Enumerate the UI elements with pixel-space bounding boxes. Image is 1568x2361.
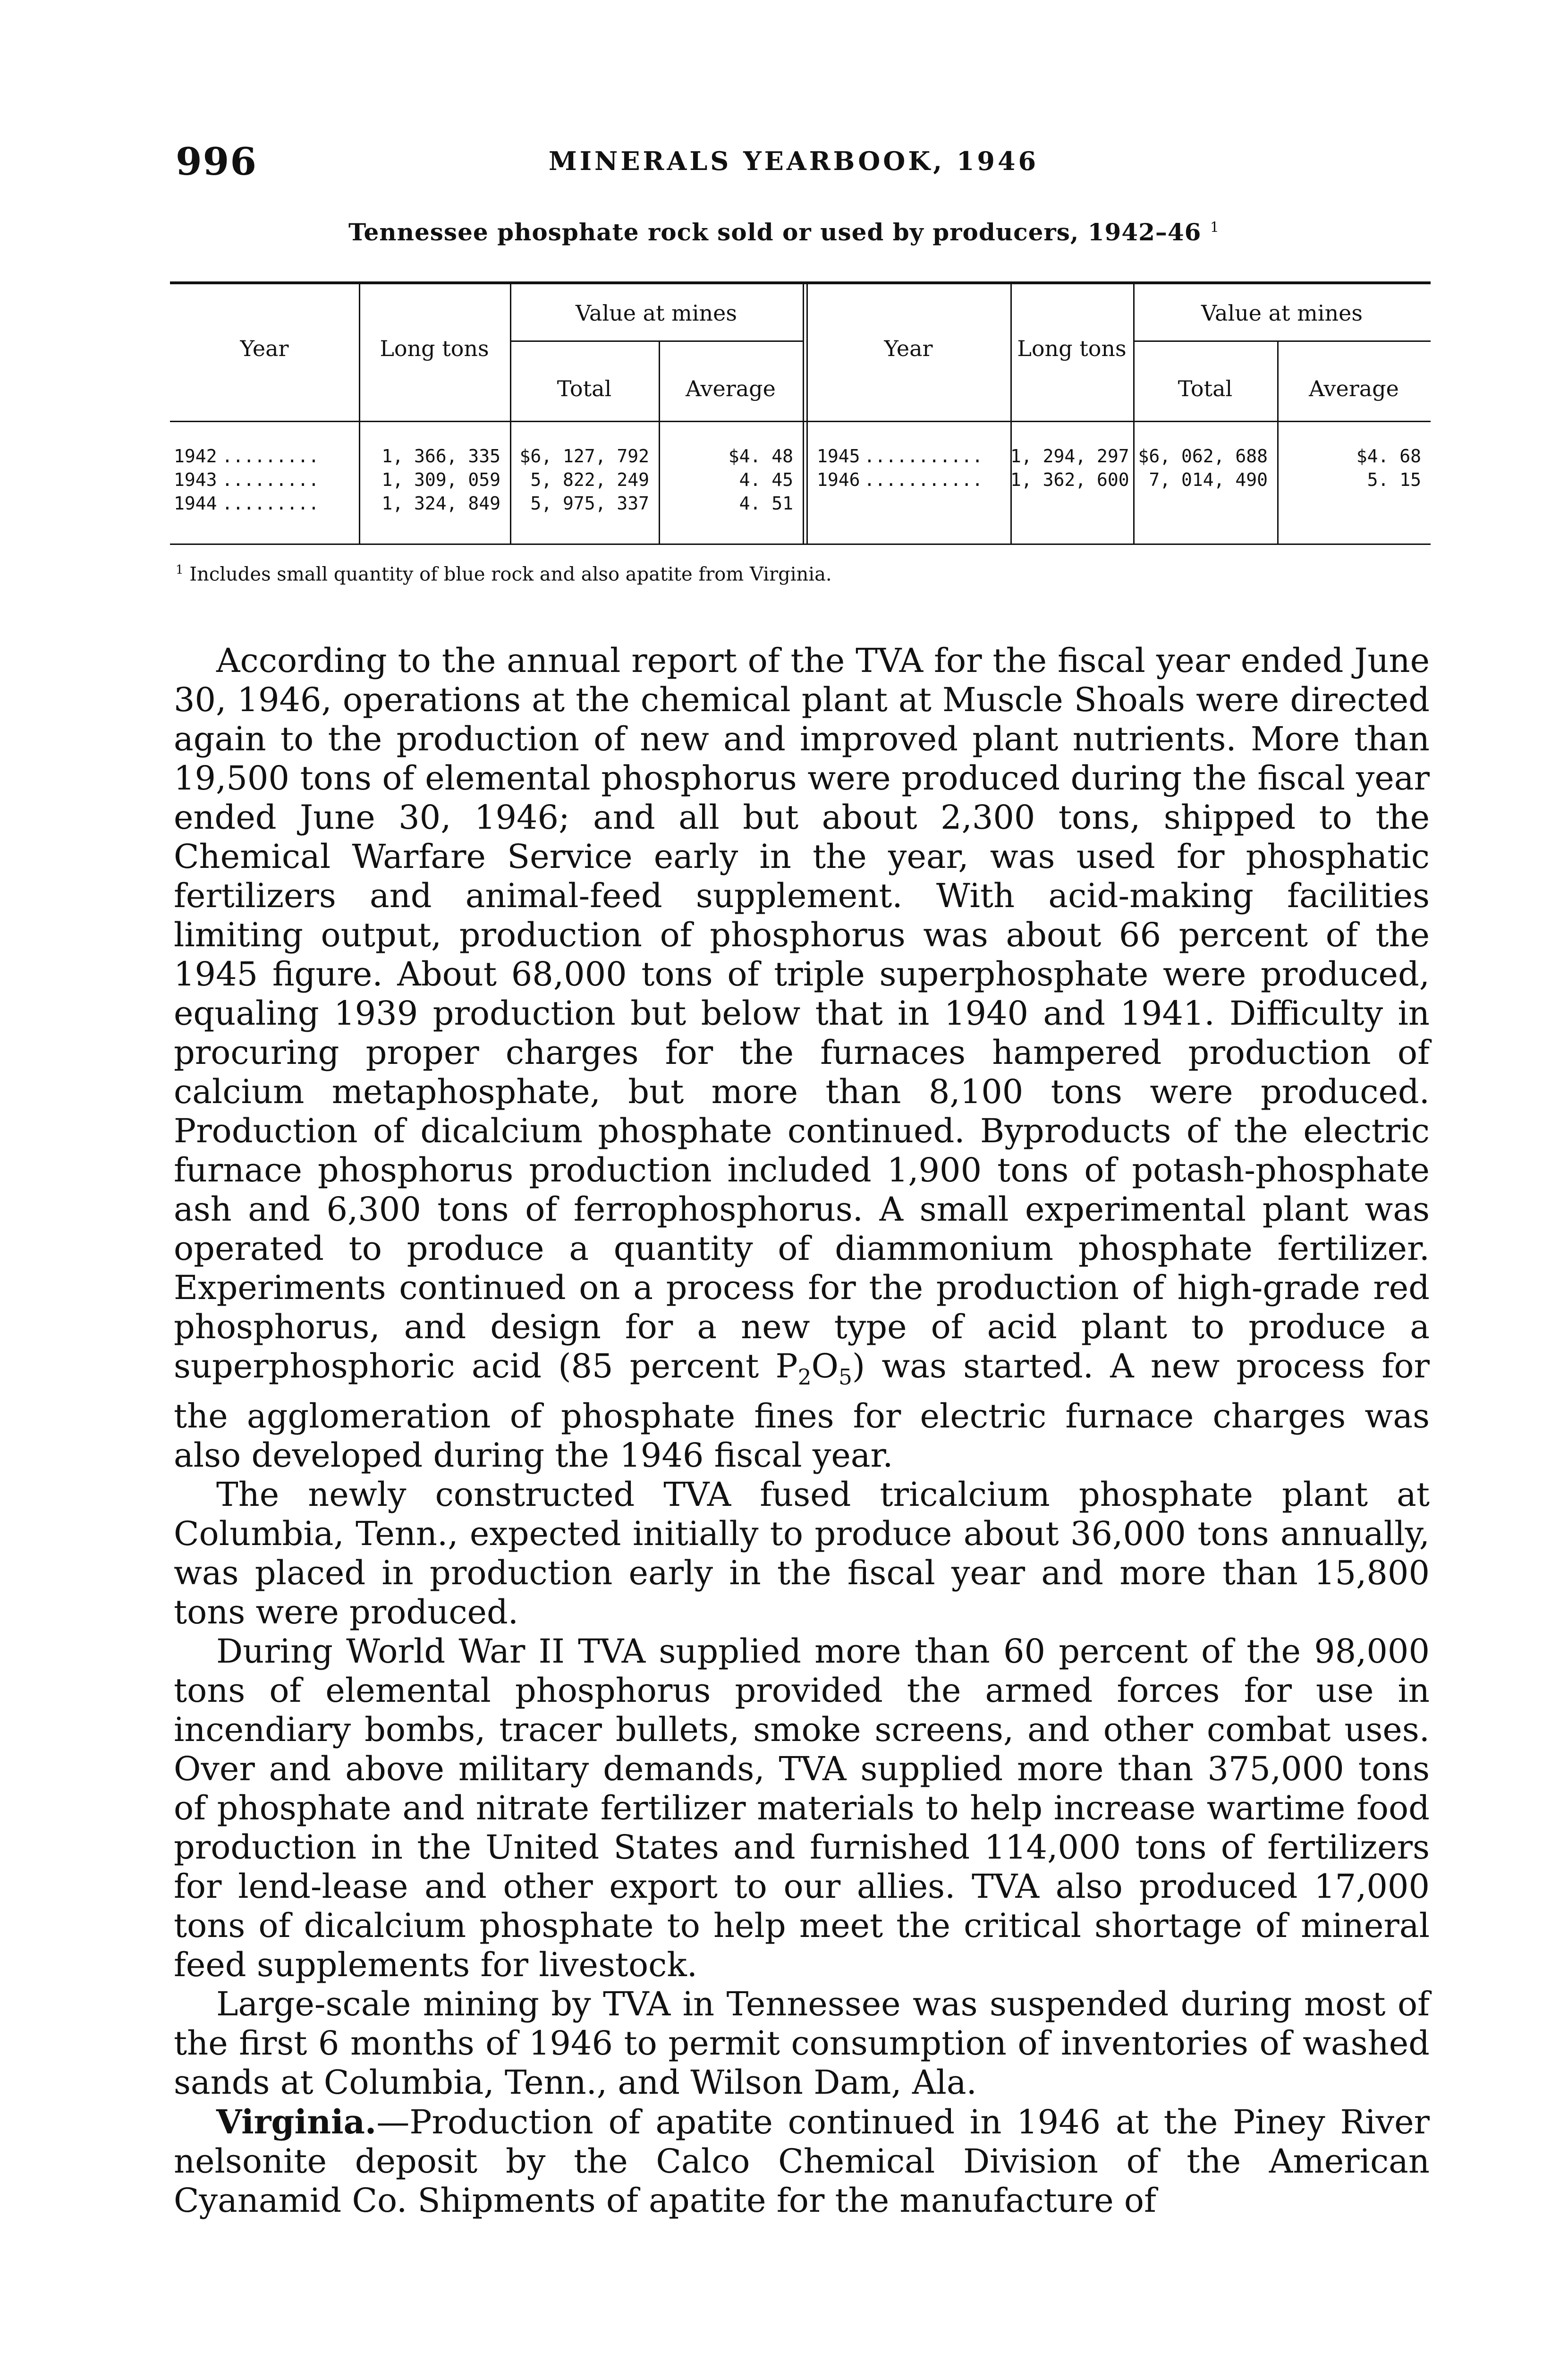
table-footnote	[176, 563, 832, 585]
header-year: Year	[240, 336, 289, 361]
cell-total: 5, 975, 337	[530, 493, 649, 514]
header-long-tons: Long tons	[380, 336, 489, 361]
cell-year: 1942	[174, 446, 217, 467]
footnote-text: Includes small quantity of blue rock and also apatite from Virginia.	[189, 563, 832, 586]
cell-average: $4. 68	[1356, 446, 1421, 467]
body-text	[174, 641, 1430, 2220]
dot-leader: .........	[222, 493, 319, 514]
cell-long-tons: 1, 366, 335	[381, 446, 500, 467]
table-title-footnote-mark: 1	[1210, 219, 1220, 236]
page-number: 996	[176, 139, 257, 184]
paragraph: During World War II TVA supplied more than 60 percent of the 98,000 tons of elemental phosphorus provided the armed forces for use in incendiary bombs, tracer bullets, smoke screens, and other combat uses. Over and above military demands, TVA supplied more than 375,000 tons of phosphate and nitrate fertilizer materials to help increase wartime food production in the United States and furnished 114,000 tons of fertilizers for lend-lease and other export to our allies. TVA also produced 17,000 tons of dicalcium phosphate to help meet the critical shortage of mineral feed supplements for livestock.	[174, 1632, 1430, 1984]
cell-year: 1945	[817, 446, 860, 467]
paragraph	[174, 641, 1430, 1475]
cell-year: 1943	[174, 469, 217, 490]
dot-leader: ...........	[864, 446, 983, 467]
formula-sub: 5	[838, 1365, 852, 1390]
paragraph	[174, 2102, 1430, 2220]
formula-p: P	[775, 1347, 798, 1385]
paragraph: The newly constructed TVA fused tricalcium phosphate plant at Columbia, Tenn., expected initially to produce about 36,000 tons annually, was placed in production early in the fiscal year and more than 15,800 tons were produced.	[174, 1475, 1430, 1631]
cell-total: 7, 014, 490	[1149, 469, 1268, 490]
subheader-rule-right	[1133, 340, 1431, 342]
paragraph-text: ) was started. A new process for the agglomeration of phosphate fines for electric furnace charges was also developed during the 1946 fiscal year.	[174, 1347, 1430, 1475]
cell-average: $4. 48	[728, 446, 793, 467]
col-rule	[1010, 284, 1012, 545]
cell-average: 4. 45	[739, 469, 793, 490]
header-average: Average	[686, 376, 776, 401]
cell-average: 4. 51	[739, 493, 793, 514]
section-run-in-heading: Virginia.	[216, 2102, 377, 2141]
cell-year: 1946	[817, 469, 860, 490]
cell-year: 1944	[174, 493, 217, 514]
page-header	[176, 139, 1429, 182]
paragraph: Large-scale mining by TVA in Tennessee was suspended during most of the first 6 months of 1946 to permit consumption of inventories of washed sands at Columbia, Tenn., and Wilson Dam, Ala.	[174, 1985, 1430, 2102]
footnote-mark: 1	[176, 563, 184, 577]
formula	[775, 1347, 852, 1390]
formula-o: O	[811, 1347, 839, 1385]
running-title: MINERALS YEARBOOK, 1946	[549, 146, 1039, 176]
header-value-at-mines: Value at mines	[576, 300, 737, 326]
dot-leader: .........	[222, 469, 319, 490]
cell-long-tons: 1, 294, 297	[1010, 446, 1129, 467]
cell-total: $6, 127, 792	[519, 446, 649, 467]
table-title	[0, 218, 1568, 246]
cell-long-tons: 1, 362, 600	[1010, 469, 1129, 490]
header-year: Year	[884, 336, 933, 361]
paragraph-text: —Production of apatite continued in 1946 at the Piney River nelsonite deposit by the Calco Chemical Division of the American Cyanamid Co. Shipments of apatite for the manufacture of	[174, 2103, 1430, 2220]
dot-leader: ...........	[864, 469, 983, 490]
phosphate-table	[170, 281, 1431, 546]
cell-average: 5. 15	[1367, 469, 1421, 490]
subheader-rule-left	[510, 340, 803, 342]
col-rule	[806, 284, 808, 545]
dot-leader: .........	[222, 446, 319, 467]
header-total: Total	[557, 376, 612, 401]
col-rule	[803, 284, 804, 545]
cell-total: $6, 062, 688	[1138, 446, 1268, 467]
paragraph-text: According to the annual report of the TVA for the fiscal year ended June 30, 1946, operations at the chemical plant at Muscle Shoals were directed again to the production of new and improved plant nutrients. More than 19,500 tons of elemental phosphorus were produced during the fiscal year ended June 30, 1946; and all but about 2,300 tons, shipped to the Chemical Warfare Service early in the year, was used for phosphatic fertilizers and animal-feed supplement. With acid-making facilities limiting output, production of phosphorus was about 66 percent of the 1945 figure. About 68,000 tons of triple superphosphate were produced, equaling 1939 production but below that in 1940 and 1941. Difficulty in procuring proper charges for the furnaces hampered production of calcium metaphosphate, but more than 8,100 tons were produced. Production of dicalcium phosphate continued. Byproducts of the electric furnace phosphorus production included 1,900 tons of potash-phosphate ash and 6,300 tons of ferrophosphorus. A small experimental plant was operated to produce a quantity of diammonium phosphate fertilizer. Experiments continued on a process for the production of high-grade red phosphorus, and design for a new type of acid plant to produce a superphosphoric acid (85 percent	[174, 641, 1430, 1385]
header-average: Average	[1309, 376, 1399, 401]
cell-long-tons: 1, 309, 059	[381, 469, 500, 490]
col-rule	[1277, 342, 1279, 545]
cell-total: 5, 822, 249	[530, 469, 649, 490]
cell-long-tons: 1, 324, 849	[381, 493, 500, 514]
header-value-at-mines: Value at mines	[1201, 300, 1363, 326]
header-long-tons: Long tons	[1017, 336, 1127, 361]
table-title-text: Tennessee phosphate rock sold or used by producers, 1942–46	[348, 218, 1202, 246]
header-total: Total	[1178, 376, 1233, 401]
formula-sub: 2	[797, 1365, 812, 1390]
